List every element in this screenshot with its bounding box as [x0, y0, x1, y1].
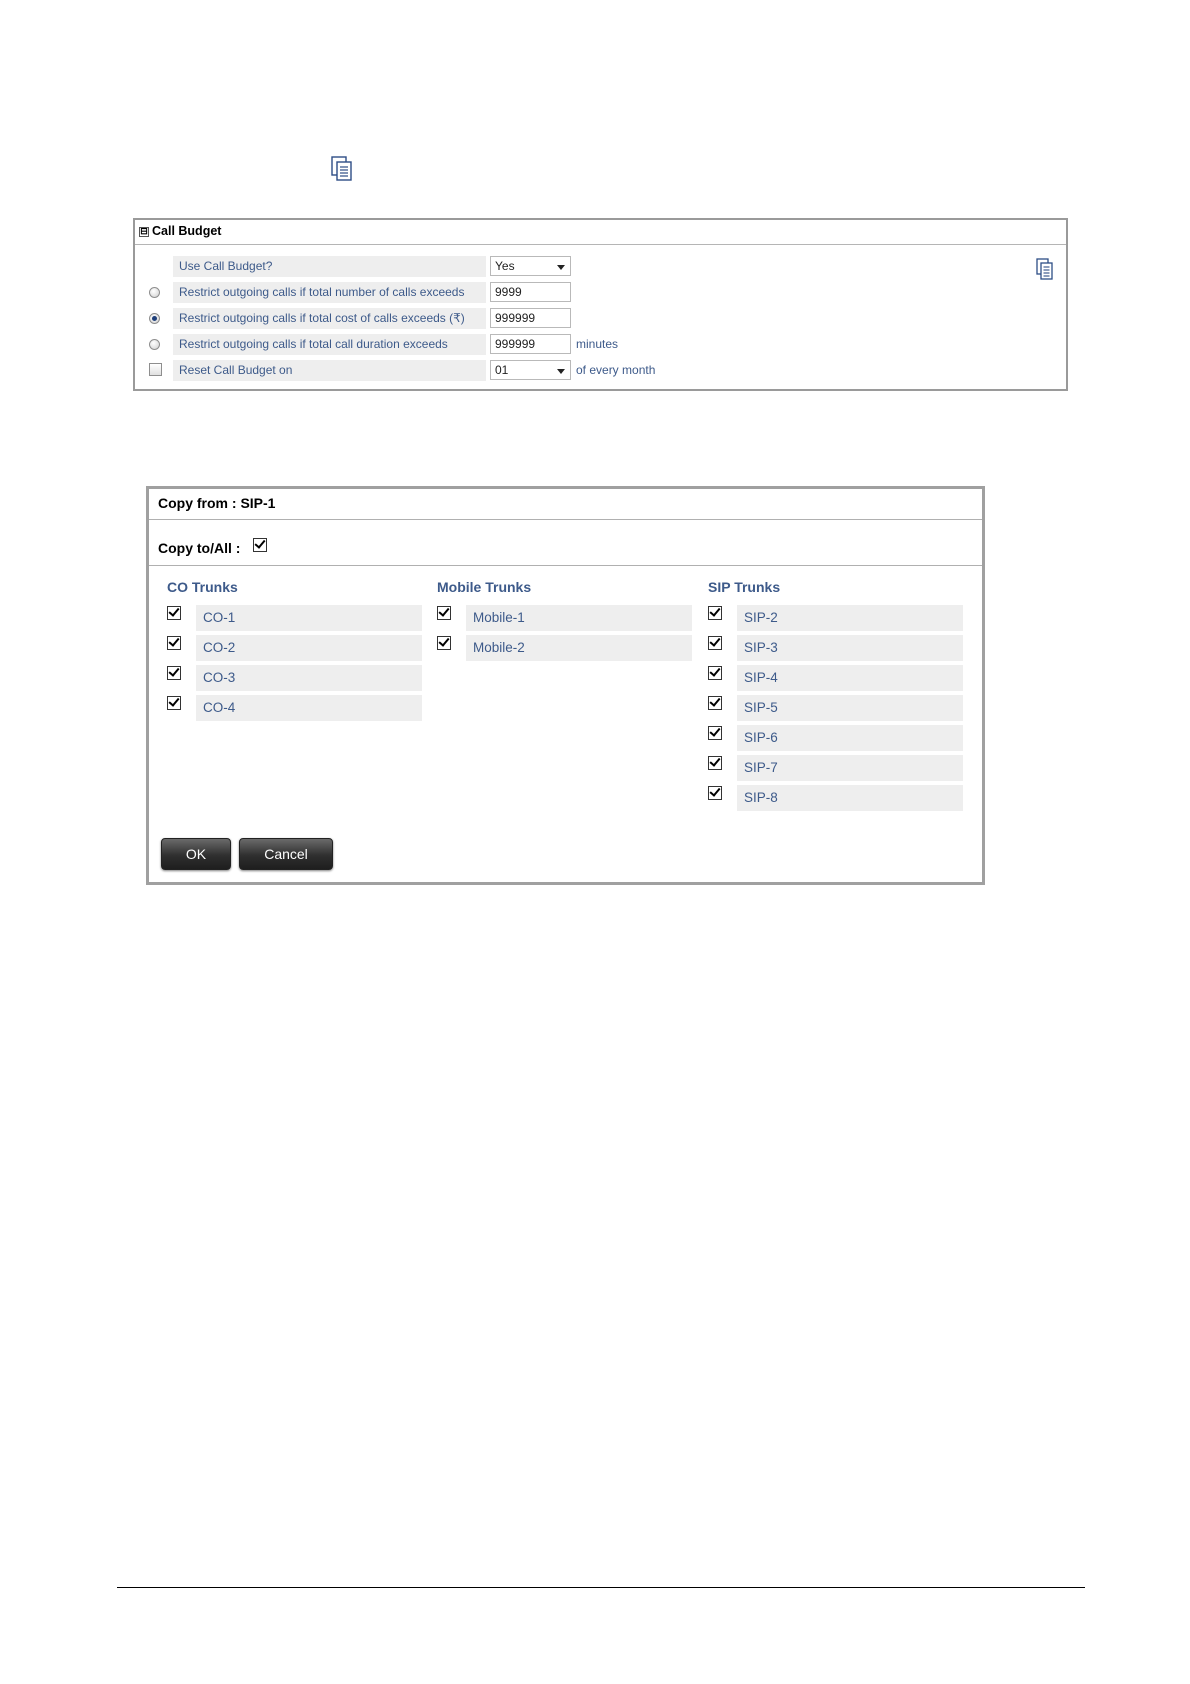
copy-icon[interactable]	[1036, 258, 1054, 286]
copy-to-all-row	[149, 520, 982, 566]
co-3-label: CO-3	[196, 665, 422, 691]
co-3-checkbox[interactable]	[167, 666, 181, 680]
sip-5-checkbox[interactable]	[708, 696, 722, 710]
mobile-1-label: Mobile-1	[466, 605, 692, 631]
call-budget-title: Call Budget	[152, 224, 222, 238]
co-1-checkbox[interactable]	[167, 606, 181, 620]
limit-calls-duration-radio[interactable]	[149, 339, 160, 350]
copy-dialog	[146, 486, 985, 885]
collapse-icon[interactable]: ⊟	[140, 226, 148, 236]
sip-3-checkbox[interactable]	[708, 636, 722, 650]
chevron-down-icon	[557, 369, 565, 374]
ok-button[interactable]: OK	[161, 838, 231, 870]
reset-day-value: 01	[495, 363, 509, 377]
limit-calls-duration-row	[135, 332, 835, 356]
reset-call-budget-checkbox[interactable]	[149, 363, 162, 376]
reset-call-budget-label: Reset Call Budget on	[173, 360, 486, 381]
sip-3-label: SIP-3	[737, 635, 963, 661]
copy-icon[interactable]	[331, 156, 353, 182]
co-4-label: CO-4	[196, 695, 422, 721]
use-call-budget-label: Use Call Budget?	[173, 256, 486, 277]
reset-call-budget-row	[135, 358, 835, 382]
sip-5-label: SIP-5	[737, 695, 963, 721]
chevron-down-icon	[557, 265, 565, 270]
co-1-label: CO-1	[196, 605, 422, 631]
call-budget-panel	[133, 218, 1068, 391]
sip-6-label: SIP-6	[737, 725, 963, 751]
copy-to-all-checkbox[interactable]	[253, 538, 267, 552]
sip-4-label: SIP-4	[737, 665, 963, 691]
sip-trunks-heading: SIP Trunks	[708, 579, 781, 595]
co-2-label: CO-2	[196, 635, 422, 661]
sip-6-checkbox[interactable]	[708, 726, 722, 740]
reset-day-select[interactable]	[490, 360, 571, 380]
sip-2-checkbox[interactable]	[708, 606, 722, 620]
limit-calls-count-input[interactable]: 9999	[490, 282, 571, 302]
use-call-budget-value: Yes	[495, 259, 515, 273]
mobile-trunks-heading: Mobile Trunks	[437, 579, 532, 595]
call-budget-header	[135, 220, 1066, 245]
limit-calls-cost-radio[interactable]	[149, 313, 160, 324]
limit-calls-duration-input[interactable]: 999999	[490, 334, 571, 354]
limit-calls-count-label: Restrict outgoing calls if total number of calls exceeds	[173, 282, 486, 303]
footer-divider	[117, 1587, 1085, 1588]
dialog-title: Copy from : SIP-1	[149, 489, 982, 520]
reset-period-label: of every month	[576, 363, 656, 377]
sip-2-label: SIP-2	[737, 605, 963, 631]
limit-calls-duration-label: Restrict outgoing calls if total call duration exceeds	[173, 334, 486, 355]
use-call-budget-select[interactable]	[490, 256, 571, 276]
mobile-2-label: Mobile-2	[466, 635, 692, 661]
co-4-checkbox[interactable]	[167, 696, 181, 710]
limit-calls-count-row	[135, 280, 835, 304]
sip-8-checkbox[interactable]	[708, 786, 722, 800]
limit-calls-cost-row	[135, 306, 835, 330]
use-call-budget-row	[135, 254, 835, 278]
limit-calls-count-radio[interactable]	[149, 287, 160, 298]
co-2-checkbox[interactable]	[167, 636, 181, 650]
copy-to-all-label: Copy to/All :	[158, 540, 241, 556]
mobile-1-checkbox[interactable]	[437, 606, 451, 620]
limit-calls-cost-input[interactable]: 999999	[490, 308, 571, 328]
sip-4-checkbox[interactable]	[708, 666, 722, 680]
sip-8-label: SIP-8	[737, 785, 963, 811]
sip-7-label: SIP-7	[737, 755, 963, 781]
co-trunks-heading: CO Trunks	[167, 579, 238, 595]
duration-unit-label: minutes	[576, 337, 619, 351]
limit-calls-cost-label: Restrict outgoing calls if total cost of calls exceeds (₹)	[173, 308, 486, 329]
mobile-2-checkbox[interactable]	[437, 636, 451, 650]
sip-7-checkbox[interactable]	[708, 756, 722, 770]
cancel-button[interactable]: Cancel	[239, 838, 333, 870]
